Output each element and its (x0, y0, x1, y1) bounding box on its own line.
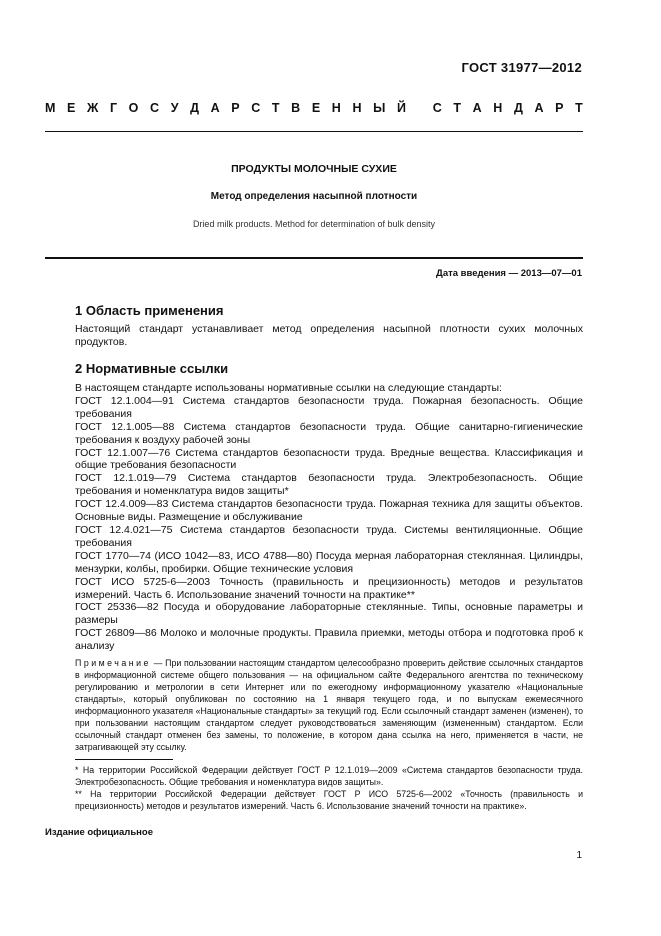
reference-item: ГОСТ 26809—86 Молоко и молочные продукты. Правила приемки, методы отбора и подготовка проб к анализу (75, 627, 583, 653)
references-note (75, 657, 583, 753)
banner-letter: А (472, 101, 482, 115)
banner-letter: С (432, 101, 442, 115)
banner-letter: Т (575, 101, 583, 115)
section-2-heading: 2 Нормативные ссылки (75, 361, 229, 376)
reference-item: ГОСТ 25336—82 Посуда и оборудование лабораторные стеклянные. Типы, основные параметры и размеры (75, 601, 583, 627)
reference-item: ГОСТ 12.1.004—91 Система стандартов безопасности труда. Пожарная безопасность. Общие требования (75, 394, 583, 420)
banner-letter: М (45, 101, 56, 115)
banner-letter: Д (190, 101, 199, 115)
banner-letter: Е (67, 101, 76, 115)
banner-letter: Р (231, 101, 240, 115)
document-title: ПРОДУКТЫ МОЛОЧНЫЕ СУХИЕ (231, 163, 397, 175)
banner-letter: Н (331, 101, 341, 115)
note-label: Примечание (75, 658, 151, 668)
interstate-standard-banner (45, 101, 583, 115)
banner-letter: Е (311, 101, 321, 115)
english-title: Dried milk products. Method for determination of bulk density (192, 219, 436, 229)
reference-item: ГОСТ 12.4.021—75 Система стандартов безопасности труда. Системы вентиляционные. Общие требования (75, 523, 583, 549)
banner-letter: А (534, 101, 544, 115)
banner-letter: А (210, 101, 220, 115)
banner-letter: С (251, 101, 261, 115)
banner-letter: Ы (373, 101, 386, 115)
banner-letter: Г (109, 101, 118, 115)
footnote-1: * На территории Российской Федерации действует ГОСТ Р 12.1.019—2009 «Система стандартов безопасности труда. Электробезопасность. Общие требования и номенклатура видов защиты». (75, 765, 583, 787)
banner-letter: С (150, 101, 160, 115)
banner-letter: В (291, 101, 301, 115)
reference-item: ГОСТ ИСО 5725-6—2003 Точность (правильность и прецизионность) методов и результатов измерений. Часть 6. Использование значений точности на практике** (75, 575, 583, 601)
reference-item: ГОСТ 12.1.007—76 Система стандартов безопасности труда. Вредные вещества. Классификация и общие требования безопасности (75, 446, 583, 472)
document-subtitle: Метод определения насыпной плотности (210, 191, 418, 202)
note-text: — При пользовании настоящим стандартом целесообразно проверить действие ссылочных стандартов в информационной системе общего пользования — на официальном сайте Федерального агентства по техническому регулированию и метрологии в сети Интернет или по ежегодному информационному указателю «Национальные стандарты», который опубликован по состоянию на 1 января текущего года, и по выпускам ежемесячного информационного указателя «Национальные стандарты» за текущий год. Если ссылочный стандарт заменен (изменен), то при пользовании настоящим стандартом следует руководствоваться заменяющим (измененным) стандартом. Если ссылочный стандарт отменен без замены, то положение, в котором дана ссылка на него, применяется в части, не затрагивающей эту ссылку. (75, 658, 583, 752)
banner-letter: У (170, 101, 179, 115)
page-number: 1 (576, 850, 582, 861)
normative-references (75, 382, 583, 653)
title-rule (45, 257, 583, 259)
banner-letter: Ж (87, 101, 99, 115)
banner-letter: Т (271, 101, 280, 115)
reference-item: ГОСТ 12.4.009—83 Система стандартов безопасности труда. Пожарная техника для защиты объектов. Основные виды. Размещение и обслуживание (75, 498, 583, 524)
reference-item: ГОСТ 12.1.019—79 Система стандартов безопасности труда. Электробезопасность. Общие требования и номенклатура видов защиты* (75, 472, 583, 498)
reference-item: ГОСТ 12.1.005—88 Система стандартов безопасности труда. Общие санитарно-гигиенические требования к воздуху рабочей зоны (75, 420, 583, 446)
banner-letter: Т (453, 101, 461, 115)
banner-gap (418, 101, 421, 115)
document-number: ГОСТ 31977—2012 (461, 60, 582, 75)
header-rule (45, 131, 583, 132)
section-1-text: Настоящий стандарт устанавливает метод определения насыпной плотности сухих молочных продуктов. (75, 323, 583, 348)
footnote-rule (75, 759, 173, 760)
section-1-heading: 1 Область применения (75, 303, 224, 318)
banner-letter: Д (513, 101, 523, 115)
footnote-2: ** На территории Российской Федерации действует ГОСТ Р ИСО 5725-6—2002 «Точность (правильность и прецизионность) методов и результатов измерений. Часть 6. Использование значений точности на практике». (75, 789, 583, 811)
banner-letter: Й (396, 101, 406, 115)
banner-letter: Н (493, 101, 503, 115)
banner-letter: Н (352, 101, 362, 115)
official-edition-label: Издание официальное (45, 827, 153, 838)
references-lead: В настоящем стандарте использованы нормативные ссылки на следующие стандарты: (75, 382, 502, 394)
introduction-date: Дата введения — 2013—07—01 (436, 268, 582, 279)
banner-letter: О (128, 101, 139, 115)
reference-item: ГОСТ 1770—74 (ИСО 1042—83, ИСО 4788—80) Посуда мерная лабораторная стеклянная. Цилиндры, мензурки, колбы, пробирки. Общие технические условия (75, 549, 583, 575)
banner-letter: Р (555, 101, 564, 115)
